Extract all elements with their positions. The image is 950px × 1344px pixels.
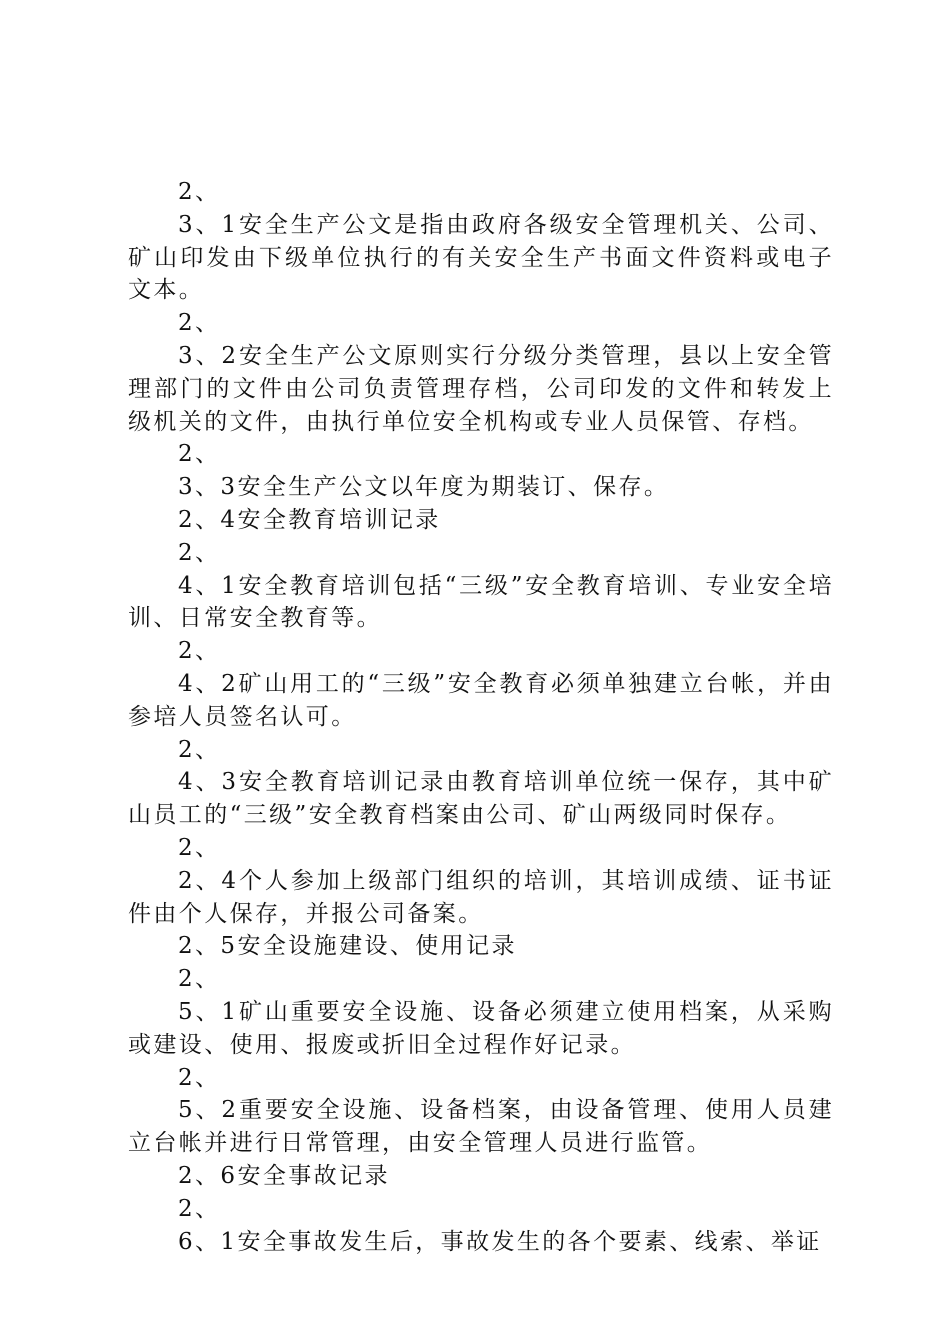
paragraph: 2、 xyxy=(178,638,221,665)
paragraph: 3、1安全生产公文是指由政府各级安全管理机关、公司、矿山印发由下级单位执行的有关安全生产书面文件资料或电子文本。 xyxy=(128,211,834,304)
section-heading: 2、6安全事故记录 xyxy=(178,1162,390,1189)
paragraph: 3、2安全生产公文原则实行分级分类管理，县以上安全管理部门的文件由公司负责管理存档，公司印发的文件和转发上级机关的文件，由执行单位安全机构或专业人员保管、存档。 xyxy=(128,342,834,435)
paragraph: 2、 xyxy=(178,834,221,861)
paragraph: 2、 xyxy=(178,966,221,993)
paragraph: 2、 xyxy=(178,1064,221,1091)
section-heading: 2、5安全设施建设、使用记录 xyxy=(178,933,517,960)
paragraph: 5、1矿山重要安全设施、设备必须建立使用档案，从采购或建设、使用、报废或折旧全过程作好记录。 xyxy=(128,998,834,1058)
paragraph: 2、 xyxy=(178,539,221,566)
paragraph: 2、 xyxy=(178,736,221,763)
paragraph: 2、 xyxy=(178,1195,221,1222)
paragraph: 6、1安全事故发生后，事故发生的各个要素、线索、举证 xyxy=(178,1228,822,1255)
paragraph: 4、2矿山用工的“三级”安全教育必须单独建立台帐，并由参培人员签名认可。 xyxy=(128,670,834,730)
section-heading: 2、4安全教育培训记录 xyxy=(178,506,441,533)
paragraph: 2、 xyxy=(178,310,221,337)
paragraph: 2、 xyxy=(178,179,221,205)
paragraph: 5、2重要安全设施、设备档案，由设备管理、使用人员建立台帐并进行日常管理，由安全管理人员进行监管。 xyxy=(128,1097,834,1157)
paragraph: 2、4个人参加上级部门组织的培训，其培训成绩、证书证件由个人保存，并报公司备案。 xyxy=(128,867,834,927)
document-body xyxy=(128,176,834,1258)
paragraph: 2、 xyxy=(178,441,221,468)
paragraph: 4、1安全教育培训包括“三级”安全教育培训、专业安全培训、日常安全教育等。 xyxy=(128,572,834,632)
paragraph: 4、3安全教育培训记录由教育培训单位统一保存，其中矿山员工的“三级”安全教育档案由公司、矿山两级同时保存。 xyxy=(128,769,834,829)
paragraph: 3、3安全生产公文以年度为期装订、保存。 xyxy=(178,474,670,501)
